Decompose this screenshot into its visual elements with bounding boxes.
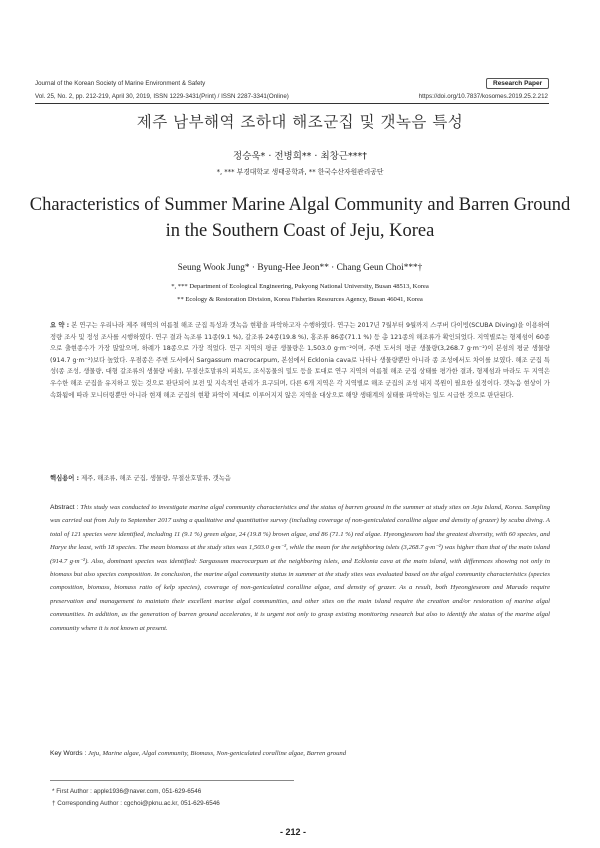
english-abstract-label: Abstract : bbox=[50, 504, 79, 511]
footnote-divider bbox=[50, 780, 294, 781]
korean-affiliations: *, *** 부경대학교 생태공학과, ** 한국수산자원관리공단 bbox=[216, 168, 384, 176]
corresponding-author-footnote: † Corresponding Author : cgchoi@pknu.ac.kr, 051-629-6546 bbox=[52, 800, 220, 807]
korean-keywords-text: 제주, 해조류, 해조 군집, 생물량, 무절산호말류, 갯녹음 bbox=[81, 475, 231, 482]
korean-title: 제주 남부해역 조하대 해조군집 및 갯녹음 특성 bbox=[136, 113, 464, 131]
english-keywords bbox=[50, 747, 550, 760]
english-affiliation-1: *, *** Department of Ecological Engineering, Pukyong National University, Busan 48513, Korea bbox=[171, 283, 429, 290]
korean-authors: 정승욱* · 전병희** · 최창근***† bbox=[233, 151, 367, 162]
english-title-line-2: in the Southern Coast of Jeju, Korea bbox=[165, 221, 435, 241]
doi-link[interactable]: https://doi.org/10.7837/kosomes.2019.25.2.212 bbox=[418, 93, 548, 100]
footnote-asterisk: * bbox=[52, 788, 55, 795]
english-title-line-1: Characteristics of Summer Marine Algal Community and Barren Ground bbox=[29, 195, 571, 215]
english-abstract-text: This study was conducted to investigate marine algal community characteristics and the status of barren ground in the summer at study sites on Jeju Island, Korea. Sampling was carried out from July to September 2017 using a qualitative and quantitative survey (including coverage of non-geniculated coralline algae and density of grazer) by scuba diving. A total of 121 species were identified, including 11 (9.1 %) green algae, 24 (19.8 %) brown algae, and 86 (71.1 %) red algae. Hyeongjeseom had the greatest diversity, with 60 species, and Harye the least, with 18 species. The mean biomass at the study sites was 1,503.0 g·m⁻², while the mean for the neighboring islets (3,268.7 g·m⁻²) was higher than that of the main island (914.7 g·m⁻²). Also, dominant species was identified: Sargassum macrocarpum at the neighboring islets, and Ecklonia cava at the main island, with differences showing not only in biomass but also species composition. In conclusion, the marine algal community status in summer at the study sites was evaluated based on the algal community characteristics (species composition, biomass, biomass ratio of kelp species), coverage of non-geniculated coralline algae, and density of grazer. As a result, both Hyeongjeseom and Marado require preservation and management to maintain their excellent marine algal communities, and other sites on the main island require the creation and/or restoration of marine algal communities. In addition, as the generation of barren ground accelerates, it is urgent not only to grasp existing monitoring research but also to identify the status of the marine algal community where it is not known at present. bbox=[50, 504, 550, 632]
korean-abstract-text: 본 연구는 우리나라 제주 해역의 여름철 해조 군집 특성과 갯녹음 현황을 파악하고자 수행하였다. 연구는 2017년 7월부터 9월까지 스쿠버 다이빙(SCUBA Diving)을 이용하여 정량 조사 및 정성 조사를 시행하였다. 연구 결과 녹조류 11종(9.1 %), 갈조류 24종(19.8 %), 홍조류 86종(71.1 %) 등 총 121종의 해조류가 확인되었다. 지역별로는 형제섬이 60종으로 출현종수가 가장 많았으며, 하례가 18종으로 가장 적었다. 연구 지역의 평균 생물량은 1,503.0 g·m⁻²이며, 주변 도서의 평균 생물량(3,268.7 g·m⁻²)이 본섬의 평균 생물량(914.7 g·m⁻²)보다 높았다. 우점종은 주변 도서에서 Sargassum macrocarpum, 본섬에서 Ecklonia cava로 나타나 생물량뿐만 아니라 종 조성에서도 차이를 보였다. 해조 군집 특성(종 조성, 생물량, 대형 갈조류의 생물량 비율), 무절산호말류의 피복도, 조식동물의 밀도 등을 토대로 연구 지역의 여름철 해조 군집 상태를 평가한 결과, 형제섬과 마라도 두 지역은 우수한 해조 군집을 유지하고 있는 것으로 판단되어 보전 및 지속적인 관리가 요구되며, 다른 6개 지역은 각 지역별로 해조 군집의 조성 내지 복원이 필요한 실정이다. 갯녹음 현상이 가속화됨에 따라 모니터링뿐만 아니라 현재 해조 군집의 현황 파악이 제대로 이루어지지 않은 지역을 대상으로 해양 생태계의 실태를 파악하는 일도 시급한 것으로 판단된다. bbox=[50, 322, 550, 399]
english-abstract bbox=[50, 501, 550, 732]
volume-issue-line: Vol. 25, No. 2, pp. 212-219, April 30, 2019, ISSN 1229-3431(Print) / ISSN 2287-3341(Online) bbox=[35, 93, 289, 100]
english-keywords-label: Key Words : bbox=[50, 750, 87, 757]
article-type-badge: Research Paper bbox=[486, 78, 549, 89]
english-keywords-text: Jeju, Marine algae, Algal community, Biomass, Non-geniculated coralline algae, Barren ground bbox=[87, 750, 347, 757]
dagger-icon: † bbox=[52, 800, 56, 807]
korean-keywords bbox=[50, 473, 550, 485]
journal-name: Journal of the Korean Society of Marine Environment & Safety bbox=[35, 80, 206, 87]
header-divider bbox=[35, 103, 549, 104]
english-authors: Seung Wook Jung* · Byung-Hee Jeon** · Chang Geun Choi***† bbox=[177, 263, 423, 273]
korean-keywords-label: 핵심용어 : bbox=[50, 475, 80, 482]
first-author-footnote: * First Author : apple1936@naver.com, 051-629-6546 bbox=[52, 788, 202, 795]
korean-abstract-label: 요 약 : bbox=[50, 322, 70, 329]
english-affiliation-2: ** Ecology & Restoration Division, Korea Fisheries Resources Agency, Busan 46041, Korea bbox=[177, 296, 423, 303]
page-number: - 212 - bbox=[280, 827, 307, 837]
korean-abstract bbox=[50, 320, 550, 464]
